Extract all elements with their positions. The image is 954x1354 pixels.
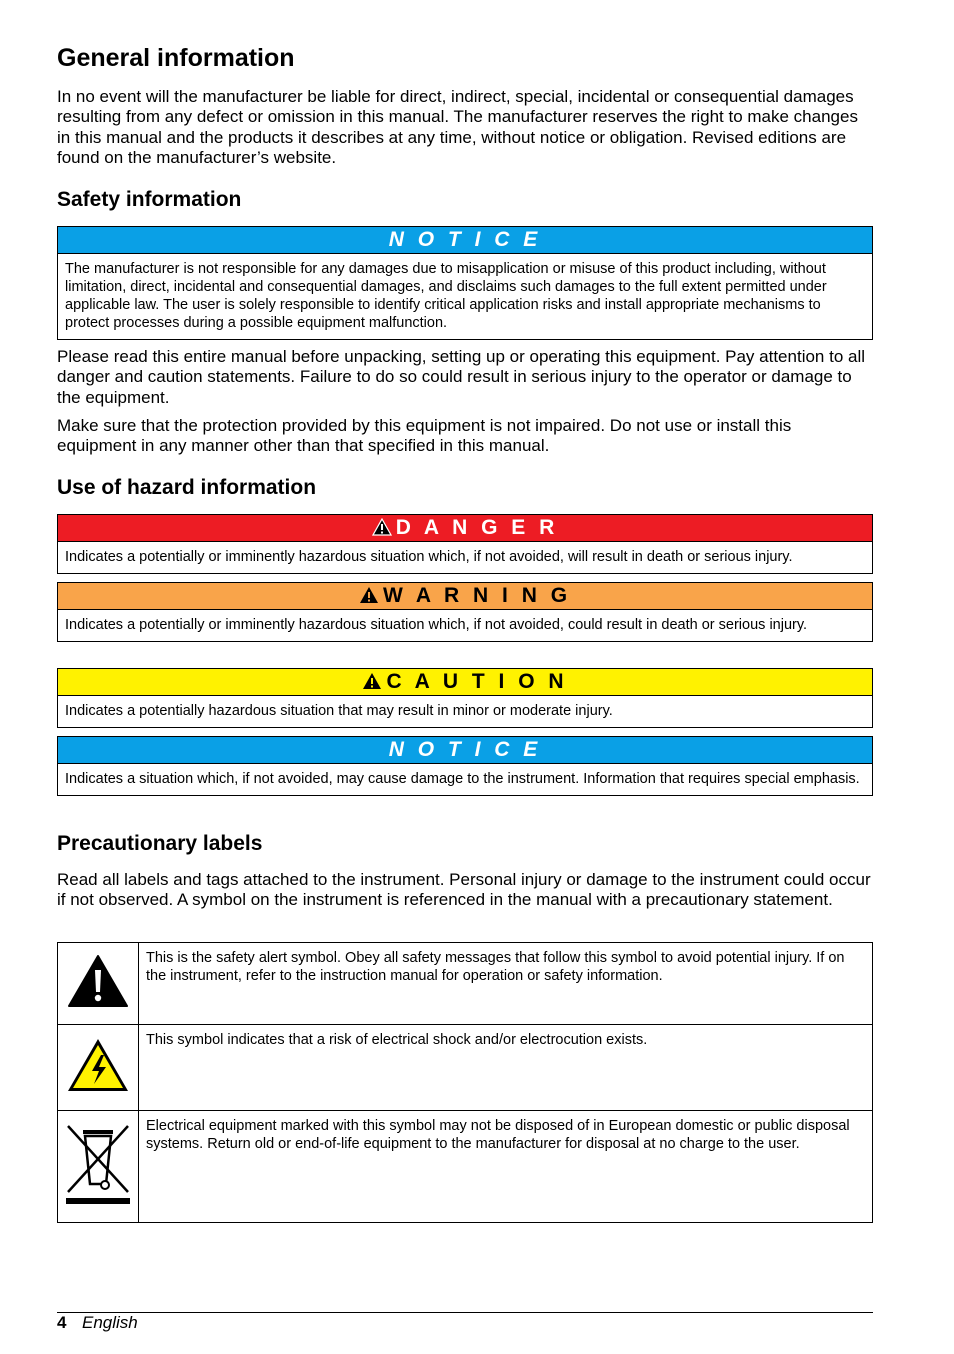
danger-text: Indicates a potentially or imminently hazardous situation which, if not avoided, will result in death or serious injury. [65,549,793,565]
warning-header [58,583,872,610]
warning-label: W A R N I N G [382,584,572,607]
warning-triangle-icon [362,672,382,690]
warning-text: Indicates a potentially or imminently hazardous situation which, if not avoided, could result in death or serious injury. [65,617,808,633]
caution-text: Indicates a potentially hazardous situation that may result in minor or moderate injury. [65,703,613,719]
caution-label: C A U T I O N [386,670,568,693]
safety-alert-icon [58,943,139,1025]
hazard-information-heading: Use of hazard information [57,476,317,499]
page-number: 4 [57,1313,67,1332]
warning-triangle-icon [359,586,379,604]
precautionary-labels-heading: Precautionary labels [57,832,263,855]
notice-box [57,736,873,796]
page-footer [57,1312,873,1332]
safety-notice-box [57,226,873,340]
notice-label: N O T I C E [58,227,872,254]
table-row [58,1025,873,1111]
caution-box [57,668,873,728]
notice-label: N O T I C E [58,737,872,764]
warning-box [57,582,873,642]
precautionary-labels-text: Read all labels and tags attached to the instrument. Personal injury or damage to the instrument could occur if not observed. A symbol on the instrument is referenced in the manual with a precautionary statement. [57,870,871,910]
electrical-shock-icon [58,1025,139,1111]
table-cell: This is the safety alert symbol. Obey all safety messages that follow this symbol to avoid potential injury. If on the instrument, refer to the instruction manual for operation or safety information. [139,943,873,1025]
danger-label: D A N G E R [395,516,559,539]
footer-language: English [82,1313,138,1332]
weee-bin-icon [58,1111,139,1223]
danger-box [57,514,873,574]
notice-text: The manufacturer is not responsible for any damages due to misapplication or misuse of this product including, without limitation, direct, incidental and consequential damages, and disclaims such damages to the full extent permitted under applicable law. The user is solely responsible to identify critical application risks and install appropriate mechanisms to protect processes during a possible equipment malfunction. [65,261,827,331]
general-information-heading: General information [57,44,295,72]
notice-text: Indicates a situation which, if not avoided, may cause damage to the instrument. Information that requires special emphasis. [65,771,860,787]
general-information-text: In no event will the manufacturer be liable for direct, indirect, special, incidental or consequential damages resulting from any defect or omission in this manual. The manufacturer reserves the right to make changes in this manual and the products it describes at any time, without notice or obligation. Revised editions are found on the manufacturer’s website. [57,87,858,168]
table-cell: This symbol indicates that a risk of electrical shock and/or electrocution exists. [139,1025,873,1111]
table-cell: Electrical equipment marked with this symbol may not be disposed of in European domestic or public disposal systems. Return old or end-of-life equipment to the manufacturer for disposal at no charge to the user. [139,1111,873,1223]
danger-header [58,515,872,542]
safety-paragraph-protection: Make sure that the protection provided by this equipment is not impaired. Do not use or install this equipment in any manner other than that specified in this manual. [57,416,792,456]
precautionary-labels-table [57,942,873,1223]
safety-paragraph-read-manual: Please read this entire manual before unpacking, setting up or operating this equipment. Pay attention to all danger and caution statements. Failure to do so could result in serious injury to the operator or damage to the equipment. [57,347,866,407]
table-row [58,943,873,1025]
caution-header [58,669,872,696]
table-row [58,1111,873,1223]
warning-triangle-icon [372,518,392,536]
safety-information-heading: Safety information [57,188,242,211]
